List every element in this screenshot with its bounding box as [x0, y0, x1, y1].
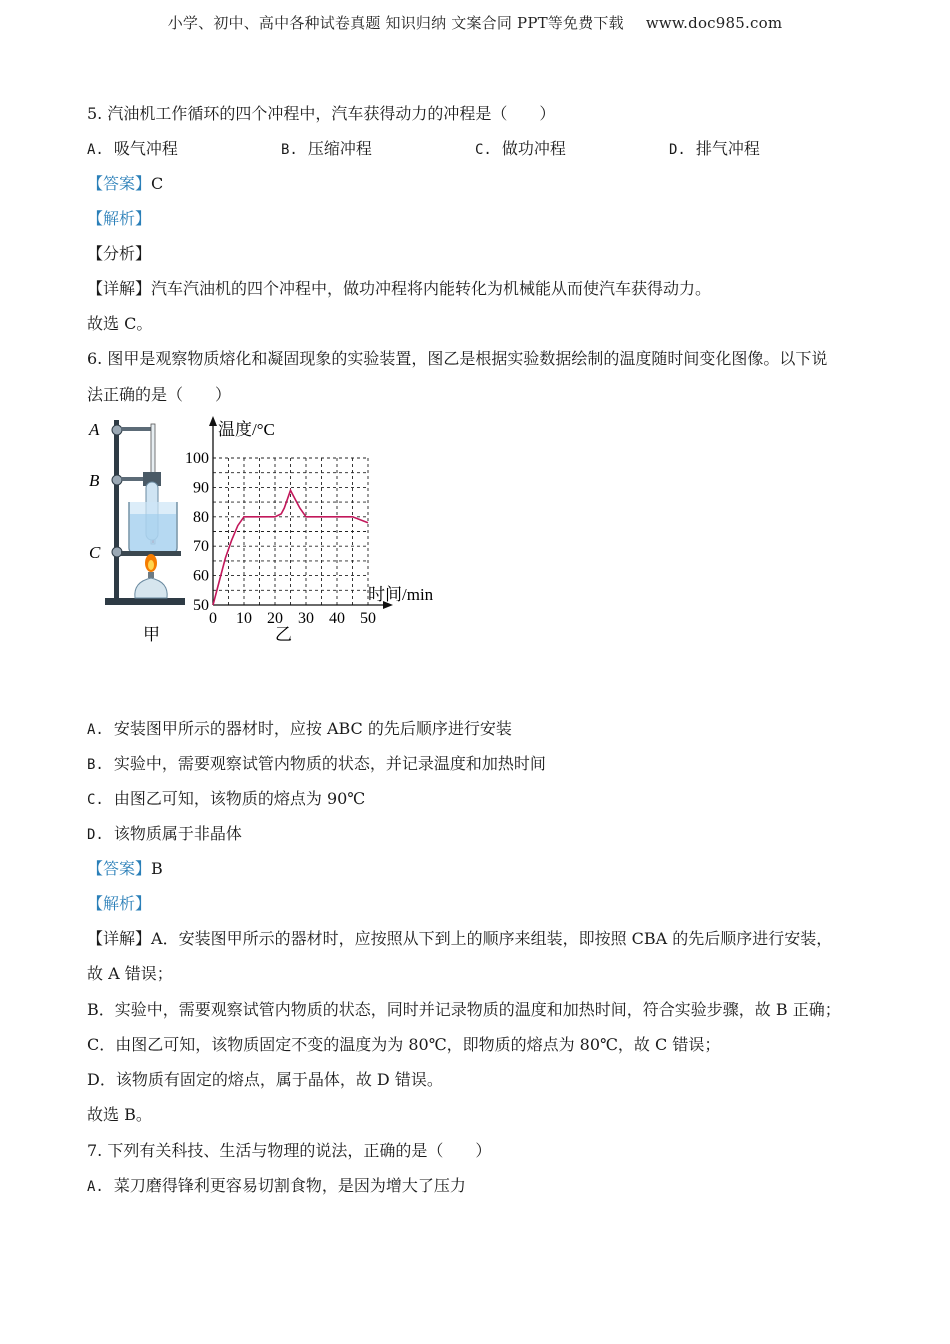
x-tick-label: 50 — [360, 610, 376, 627]
y-axis-arrow — [209, 416, 217, 426]
q6-option-a: A. 安装图甲所示的器材时，应按 ABC 的先后顺序进行安装 — [87, 719, 512, 738]
q5-analysis-tag: 【解析】 — [87, 209, 152, 228]
q6-option-c: C. 由图乙可知，该物质的熔点为 90℃ — [87, 789, 366, 808]
clamp-c — [112, 547, 122, 557]
header-title: 小学、初中、高中各种试卷真题 知识归纳 文案合同 PPT等免费下载 — [167, 14, 624, 32]
chart-grid — [213, 458, 368, 605]
clamp-b — [112, 475, 122, 485]
answer-tag: 【答案】 — [87, 174, 152, 193]
q5-detail: 【详解】汽车汽油机的四个冲程中，做功冲程将内能转化为机械能从而使汽车获得动力。 — [87, 279, 712, 298]
q6-detail-c: C．由图乙可知，该物质固定不变的温度为为 80℃，即物质的熔点为 80℃，故 C 错误； — [87, 1035, 721, 1054]
q6-figure — [85, 410, 465, 650]
x-tick-label: 10 — [236, 610, 252, 627]
clamp-a — [112, 425, 122, 435]
q5-option-d: D. 排气冲程 — [669, 139, 760, 158]
q6-stem-line1: 6. 图甲是观察物质熔化和凝固现象的实验装置，图乙是根据实验数据绘制的温度随时间变化图像。以下说 — [87, 349, 828, 368]
answer-tag: 【答案】 — [87, 859, 152, 878]
page-header — [0, 12, 950, 33]
q5-answer: 【答案】C — [87, 174, 164, 193]
q5-option-c: C. 做功冲程 — [475, 139, 566, 158]
q5-option-a: A. 吸气冲程 — [87, 139, 178, 158]
apparatus-figure — [88, 420, 185, 644]
header-site[interactable]: www.doc985.com — [645, 14, 783, 32]
x-tick-label: 30 — [298, 610, 314, 627]
y-tick-label: 100 — [185, 450, 209, 467]
q6-answer: 【答案】B — [87, 859, 163, 878]
label-b: B — [89, 471, 100, 490]
q6-option-d: D. 该物质属于非晶体 — [87, 824, 242, 843]
q6-detail-a2: 故 A 错误； — [87, 964, 173, 983]
q6-detail-a1: 【详解】A．安装图甲所示的器材时，应按照从下到上的顺序来组装，即按照 CBA 的先后顺序进行安装， — [87, 929, 833, 948]
x-tick-label: 40 — [329, 610, 345, 627]
q7-stem: 7. 下列有关科技、生活与物理的说法，正确的是（ ） — [87, 1141, 492, 1160]
q6-detail-b: B．实验中，需要观察试管内物质的状态，同时并记录物质的温度和加热时间，符合实验步骤，故 B 正确； — [87, 1000, 841, 1019]
q6-conclusion: 故选 B。 — [87, 1105, 152, 1124]
q7-option-a: A. 菜刀磨得锋利更容易切割食物，是因为增大了压力 — [87, 1176, 466, 1195]
x-axis-label: 时间/min — [368, 585, 434, 604]
caption-jia: 甲 — [143, 625, 160, 644]
stand-rod — [114, 420, 119, 600]
alcohol-lamp — [135, 578, 167, 598]
label-c: C — [89, 543, 101, 562]
q6-detail-d: D．该物质有固定的熔点，属于晶体，故 D 错误。 — [87, 1070, 443, 1089]
y-tick-label: 70 — [193, 538, 209, 556]
q5-fenxi-tag: 【分析】 — [87, 244, 152, 263]
caption-yi: 乙 — [275, 625, 292, 644]
y-tick-label: 50 — [193, 597, 209, 614]
temperature-chart — [185, 416, 434, 644]
q5-option-b: B. 压缩冲程 — [281, 139, 372, 158]
x-tick-label: 0 — [209, 610, 217, 627]
q5-stem: 5. 汽油机工作循环的四个冲程中，汽车获得动力的冲程是（ ） — [87, 104, 556, 123]
q5-conclusion: 故选 C。 — [87, 314, 153, 333]
q6-analysis-tag: 【解析】 — [87, 894, 152, 913]
y-tick-label: 60 — [193, 567, 209, 585]
label-a: A — [89, 420, 100, 439]
y-axis-label: 温度/°C — [218, 420, 275, 439]
y-tick-label: 80 — [193, 508, 209, 526]
y-tick-label: 90 — [193, 479, 209, 497]
q6-stem-line2: 法正确的是（ ） — [87, 385, 232, 404]
q6-option-b: B. 实验中，需要观察试管内物质的状态，并记录温度和加热时间 — [87, 754, 546, 773]
x-tick-label: 20 — [267, 610, 283, 627]
chart-axes — [209, 416, 393, 609]
